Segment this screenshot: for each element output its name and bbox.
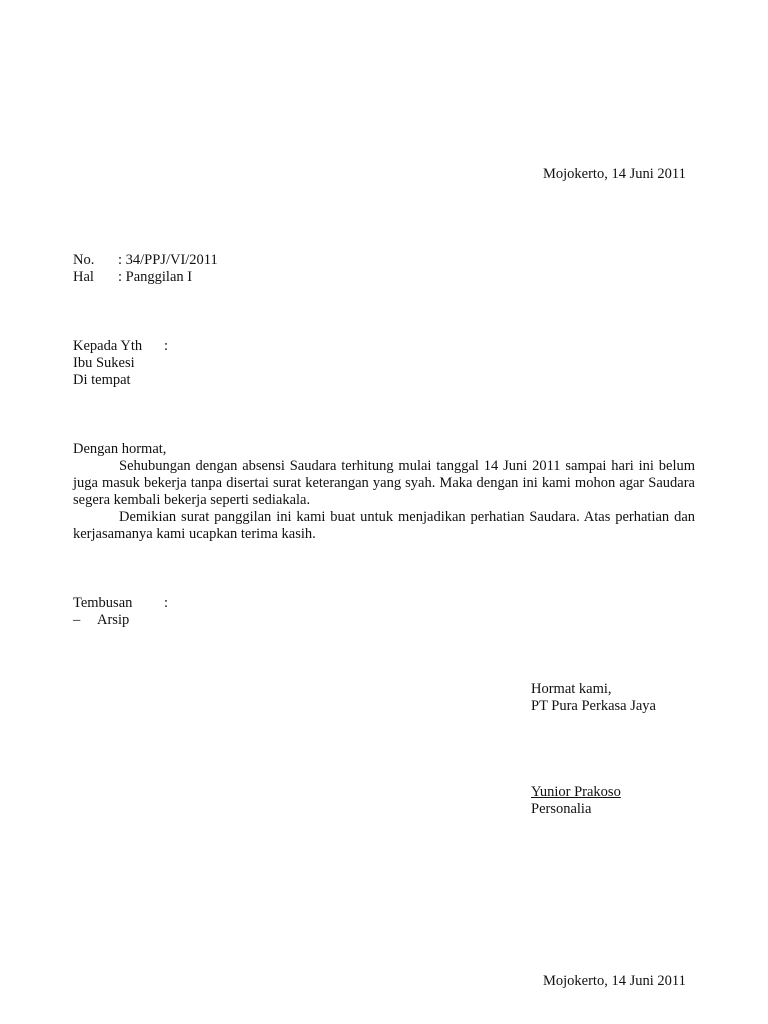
recipient-place: Di tempat [73, 372, 131, 388]
signer-title: Personalia [531, 801, 592, 817]
copies-heading [73, 595, 168, 612]
copies-label: Tembusan [73, 595, 133, 611]
greeting: Dengan hormat, [73, 441, 167, 457]
reference-number-value: : 34/PPJ/VI/2011 [118, 252, 218, 268]
signer-name: Yunior Prakoso [531, 784, 621, 800]
recipient-label: Kepada Yth [73, 338, 143, 354]
copies-colon: : [164, 595, 169, 611]
recipient-colon: : [164, 338, 169, 354]
body-paragraph-2: Demikian surat panggilan ini kami buat untuk menjadikan perhatian Saudara. Atas perhatian dan kerjasamanya kami ucapkan terima kasih. [73, 509, 695, 542]
copies-bullet: – [73, 612, 81, 628]
recipient-heading [73, 338, 168, 355]
copies-list-item [73, 612, 129, 629]
letter-date: Mojokerto, 14 Juni 2011 [543, 166, 686, 182]
footer-date: Mojokerto, 14 Juni 2011 [543, 973, 686, 989]
company-name: PT Pura Perkasa Jaya [531, 698, 656, 714]
reference-number-label: No. [73, 252, 95, 268]
subject-label: Hal [73, 269, 94, 285]
body-paragraph-1: Sehubungan dengan absensi Saudara terhitung mulai tanggal 14 Juni 2011 sampai hari ini belum juga masuk bekerja tanpa disertai surat keterangan yang syah. Maka dengan ini kami mohon agar Saudara segera kembali bekerja seperti sediakala. [73, 458, 695, 508]
closing-salutation: Hormat kami, [531, 681, 612, 697]
subject-line [73, 269, 192, 286]
recipient-name: Ibu Sukesi [73, 355, 135, 371]
copies-item-text: Arsip [97, 612, 130, 628]
subject-value: : Panggilan I [118, 269, 193, 285]
reference-number-line [73, 252, 218, 269]
